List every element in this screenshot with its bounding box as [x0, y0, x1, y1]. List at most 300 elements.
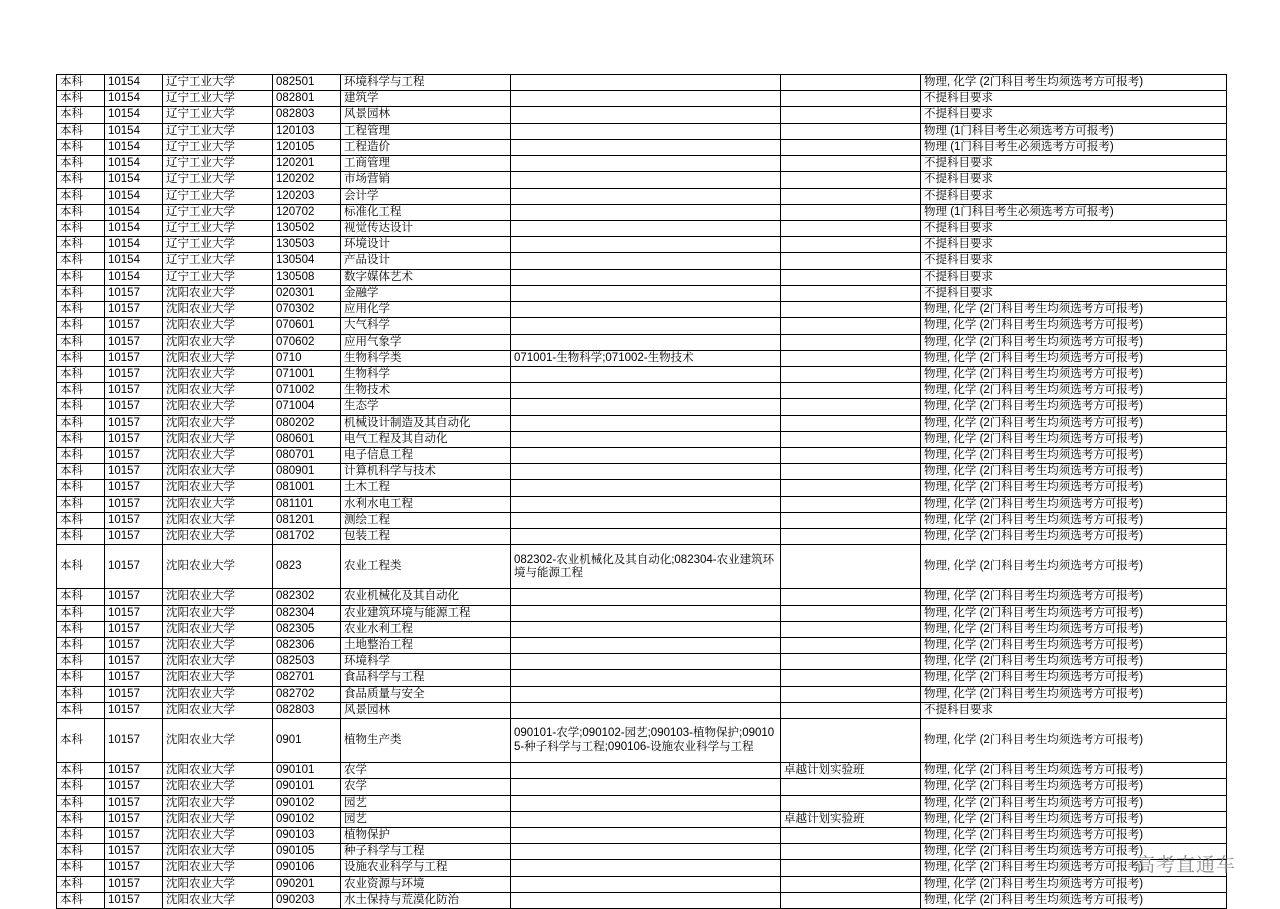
table-row: [57, 302, 1227, 318]
table-row: [57, 779, 1227, 795]
cell-major-code: 071004: [273, 399, 341, 415]
cell-note: [781, 269, 921, 285]
cell-school-code: 10157: [105, 779, 163, 795]
cell-subject-requirement: 不提科目要求: [921, 91, 1227, 107]
cell-major-detail: [511, 366, 781, 382]
cell-major-code: 082801: [273, 91, 341, 107]
cell-note: [781, 237, 921, 253]
cell-school-name: 沈阳农业大学: [163, 686, 273, 702]
cell-major-code: 081702: [273, 529, 341, 545]
cell-note: [781, 480, 921, 496]
cell-major-code: 120105: [273, 139, 341, 155]
cell-level: 本科: [57, 269, 105, 285]
cell-school-code: 10157: [105, 719, 163, 763]
cell-note: [781, 496, 921, 512]
cell-school-code: 10154: [105, 172, 163, 188]
cell-level: 本科: [57, 702, 105, 718]
cell-major-name: 农业资源与环境: [341, 876, 511, 892]
cell-major-name: 植物保护: [341, 827, 511, 843]
cell-subject-requirement: 不提科目要求: [921, 172, 1227, 188]
cell-subject-requirement: 物理, 化学 (2门科目考生均须选考方可报考): [921, 844, 1227, 860]
cell-school-name: 辽宁工业大学: [163, 75, 273, 91]
cell-major-detail: [511, 415, 781, 431]
cell-subject-requirement: 物理, 化学 (2门科目考生均须选考方可报考): [921, 686, 1227, 702]
cell-major-detail: [511, 302, 781, 318]
cell-level: 本科: [57, 605, 105, 621]
cell-note: 卓越计划实验班: [781, 811, 921, 827]
cell-major-detail: [511, 795, 781, 811]
table-row: [57, 512, 1227, 528]
cell-level: 本科: [57, 318, 105, 334]
cell-school-code: 10157: [105, 670, 163, 686]
cell-major-name: 大气科学: [341, 318, 511, 334]
cell-major-name: 土地整治工程: [341, 638, 511, 654]
cell-school-name: 沈阳农业大学: [163, 480, 273, 496]
cell-subject-requirement: 物理, 化学 (2门科目考生均须选考方可报考): [921, 480, 1227, 496]
cell-school-name: 沈阳农业大学: [163, 415, 273, 431]
cell-school-name: 沈阳农业大学: [163, 464, 273, 480]
cell-subject-requirement: 物理, 化学 (2门科目考生均须选考方可报考): [921, 545, 1227, 589]
cell-level: 本科: [57, 860, 105, 876]
cell-major-name: 种子科学与工程: [341, 844, 511, 860]
cell-level: 本科: [57, 496, 105, 512]
cell-subject-requirement: 物理, 化学 (2门科目考生均须选考方可报考): [921, 448, 1227, 464]
cell-school-name: 辽宁工业大学: [163, 237, 273, 253]
cell-subject-requirement: 物理, 化学 (2门科目考生均须选考方可报考): [921, 415, 1227, 431]
cell-major-name: 电子信息工程: [341, 448, 511, 464]
cell-major-code: 130502: [273, 220, 341, 236]
cell-note: [781, 860, 921, 876]
cell-major-code: 071001: [273, 366, 341, 382]
table-row: [57, 638, 1227, 654]
cell-note: [781, 172, 921, 188]
cell-school-code: 10157: [105, 399, 163, 415]
cell-school-code: 10154: [105, 156, 163, 172]
table-row: [57, 269, 1227, 285]
cell-subject-requirement: 物理, 化学 (2门科目考生均须选考方可报考): [921, 318, 1227, 334]
cell-note: [781, 719, 921, 763]
table-row: [57, 123, 1227, 139]
cell-school-name: 沈阳农业大学: [163, 285, 273, 301]
cell-school-code: 10157: [105, 545, 163, 589]
cell-major-name: 水土保持与荒漠化防治: [341, 892, 511, 908]
cell-major-code: 130503: [273, 237, 341, 253]
cell-subject-requirement: 物理, 化学 (2门科目考生均须选考方可报考): [921, 496, 1227, 512]
cell-level: 本科: [57, 334, 105, 350]
cell-subject-requirement: 不提科目要求: [921, 269, 1227, 285]
cell-major-code: 082702: [273, 686, 341, 702]
cell-subject-requirement: 物理, 化学 (2门科目考生均须选考方可报考): [921, 670, 1227, 686]
cell-note: [781, 529, 921, 545]
table-row: [57, 253, 1227, 269]
cell-note: [781, 670, 921, 686]
cell-major-name: 测绘工程: [341, 512, 511, 528]
cell-school-name: 沈阳农业大学: [163, 670, 273, 686]
cell-major-detail: [511, 512, 781, 528]
cell-major-detail: [511, 431, 781, 447]
cell-major-name: 会计学: [341, 188, 511, 204]
cell-major-detail: 071001-生物科学;071002-生物技术: [511, 350, 781, 366]
cell-school-name: 辽宁工业大学: [163, 123, 273, 139]
table-row: [57, 156, 1227, 172]
cell-school-name: 沈阳农业大学: [163, 795, 273, 811]
cell-subject-requirement: 物理, 化学 (2门科目考生均须选考方可报考): [921, 654, 1227, 670]
table-row: [57, 334, 1227, 350]
table-row: [57, 75, 1227, 91]
cell-level: 本科: [57, 529, 105, 545]
cell-major-code: 082503: [273, 654, 341, 670]
cell-major-code: 090101: [273, 779, 341, 795]
cell-major-detail: [511, 188, 781, 204]
cell-major-detail: [511, 253, 781, 269]
table-row: [57, 237, 1227, 253]
cell-level: 本科: [57, 589, 105, 605]
cell-school-name: 沈阳农业大学: [163, 302, 273, 318]
cell-level: 本科: [57, 545, 105, 589]
cell-school-code: 10157: [105, 860, 163, 876]
cell-note: [781, 334, 921, 350]
cell-major-code: 082305: [273, 621, 341, 637]
cell-note: [781, 366, 921, 382]
table-row: [57, 415, 1227, 431]
cell-major-name: 生物技术: [341, 383, 511, 399]
cell-major-name: 生物科学类: [341, 350, 511, 366]
cell-school-name: 沈阳农业大学: [163, 638, 273, 654]
cell-note: [781, 253, 921, 269]
cell-major-code: 080901: [273, 464, 341, 480]
cell-major-name: 环境科学: [341, 654, 511, 670]
cell-subject-requirement: 不提科目要求: [921, 107, 1227, 123]
cell-school-name: 沈阳农业大学: [163, 350, 273, 366]
cell-major-name: 包装工程: [341, 529, 511, 545]
cell-level: 本科: [57, 204, 105, 220]
cell-level: 本科: [57, 638, 105, 654]
cell-major-code: 082701: [273, 670, 341, 686]
cell-school-code: 10157: [105, 431, 163, 447]
cell-major-name: 水利水电工程: [341, 496, 511, 512]
cell-school-code: 10154: [105, 237, 163, 253]
cell-note: [781, 448, 921, 464]
cell-major-detail: [511, 123, 781, 139]
cell-note: [781, 779, 921, 795]
cell-major-name: 工商管理: [341, 156, 511, 172]
table-row: [57, 399, 1227, 415]
cell-major-name: 农学: [341, 779, 511, 795]
cell-major-code: 090103: [273, 827, 341, 843]
cell-school-code: 10154: [105, 75, 163, 91]
cell-level: 本科: [57, 399, 105, 415]
cell-level: 本科: [57, 285, 105, 301]
cell-school-name: 沈阳农业大学: [163, 844, 273, 860]
table-row: [57, 464, 1227, 480]
cell-level: 本科: [57, 448, 105, 464]
cell-subject-requirement: 物理, 化学 (2门科目考生均须选考方可报考): [921, 811, 1227, 827]
cell-subject-requirement: 物理 (1门科目考生必须选考方可报考): [921, 139, 1227, 155]
cell-major-detail: [511, 448, 781, 464]
cell-school-name: 沈阳农业大学: [163, 654, 273, 670]
cell-level: 本科: [57, 779, 105, 795]
table-row: [57, 107, 1227, 123]
cell-major-name: 农业机械化及其自动化: [341, 589, 511, 605]
cell-school-name: 沈阳农业大学: [163, 811, 273, 827]
cell-school-name: 沈阳农业大学: [163, 719, 273, 763]
cell-note: [781, 139, 921, 155]
cell-level: 本科: [57, 431, 105, 447]
cell-major-code: 0710: [273, 350, 341, 366]
cell-level: 本科: [57, 719, 105, 763]
cell-major-detail: 082302-农业机械化及其自动化;082304-农业建筑环境与能源工程: [511, 545, 781, 589]
cell-school-name: 沈阳农业大学: [163, 512, 273, 528]
table-row: [57, 496, 1227, 512]
cell-school-code: 10157: [105, 589, 163, 605]
cell-school-name: 辽宁工业大学: [163, 107, 273, 123]
cell-subject-requirement: 物理, 化学 (2门科目考生均须选考方可报考): [921, 589, 1227, 605]
cell-level: 本科: [57, 512, 105, 528]
cell-school-code: 10154: [105, 269, 163, 285]
cell-major-code: 070601: [273, 318, 341, 334]
cell-level: 本科: [57, 107, 105, 123]
cell-major-detail: [511, 763, 781, 779]
cell-school-code: 10154: [105, 220, 163, 236]
cell-level: 本科: [57, 253, 105, 269]
cell-major-code: 130504: [273, 253, 341, 269]
cell-note: [781, 204, 921, 220]
cell-major-detail: [511, 860, 781, 876]
cell-major-code: 120201: [273, 156, 341, 172]
cell-major-code: 080701: [273, 448, 341, 464]
cell-major-detail: 090101-农学;090102-园艺;090103-植物保护;090105-种子科学与工程;090106-设施农业科学与工程: [511, 719, 781, 763]
cell-major-name: 计算机科学与技术: [341, 464, 511, 480]
cell-subject-requirement: 物理, 化学 (2门科目考生均须选考方可报考): [921, 383, 1227, 399]
cell-note: [781, 350, 921, 366]
cell-major-code: 020301: [273, 285, 341, 301]
cell-subject-requirement: 物理, 化学 (2门科目考生均须选考方可报考): [921, 605, 1227, 621]
cell-school-name: 沈阳农业大学: [163, 827, 273, 843]
cell-major-detail: [511, 529, 781, 545]
cell-subject-requirement: 物理, 化学 (2门科目考生均须选考方可报考): [921, 350, 1227, 366]
cell-major-code: 081201: [273, 512, 341, 528]
cell-level: 本科: [57, 892, 105, 908]
cell-school-code: 10157: [105, 654, 163, 670]
cell-major-detail: [511, 383, 781, 399]
cell-major-detail: [511, 285, 781, 301]
cell-note: [781, 464, 921, 480]
table-row: [57, 892, 1227, 908]
cell-note: 卓越计划实验班: [781, 763, 921, 779]
cell-major-name: 设施农业科学与工程: [341, 860, 511, 876]
cell-major-code: 120202: [273, 172, 341, 188]
cell-school-code: 10154: [105, 91, 163, 107]
cell-school-name: 辽宁工业大学: [163, 269, 273, 285]
table-row: [57, 529, 1227, 545]
cell-major-name: 农业建筑环境与能源工程: [341, 605, 511, 621]
cell-subject-requirement: 物理, 化学 (2门科目考生均须选考方可报考): [921, 719, 1227, 763]
cell-major-detail: [511, 204, 781, 220]
cell-major-detail: [511, 237, 781, 253]
table-row: [57, 172, 1227, 188]
cell-school-code: 10157: [105, 844, 163, 860]
table-row: [57, 383, 1227, 399]
cell-major-name: 土木工程: [341, 480, 511, 496]
cell-subject-requirement: 物理, 化学 (2门科目考生均须选考方可报考): [921, 464, 1227, 480]
cell-level: 本科: [57, 876, 105, 892]
cell-school-code: 10157: [105, 702, 163, 718]
cell-major-detail: [511, 779, 781, 795]
cell-school-code: 10157: [105, 827, 163, 843]
cell-note: [781, 844, 921, 860]
table-row: [57, 876, 1227, 892]
cell-level: 本科: [57, 350, 105, 366]
cell-school-code: 10157: [105, 383, 163, 399]
cell-note: [781, 702, 921, 718]
cell-school-name: 辽宁工业大学: [163, 188, 273, 204]
cell-major-detail: [511, 399, 781, 415]
cell-school-code: 10157: [105, 638, 163, 654]
cell-subject-requirement: 不提科目要求: [921, 253, 1227, 269]
cell-note: [781, 318, 921, 334]
cell-level: 本科: [57, 75, 105, 91]
cell-major-code: 090203: [273, 892, 341, 908]
cell-major-name: 工程管理: [341, 123, 511, 139]
table-row: [57, 686, 1227, 702]
cell-subject-requirement: 物理, 化学 (2门科目考生均须选考方可报考): [921, 621, 1227, 637]
cell-subject-requirement: 物理, 化学 (2门科目考生均须选考方可报考): [921, 795, 1227, 811]
cell-major-name: 食品科学与工程: [341, 670, 511, 686]
cell-major-code: 090102: [273, 811, 341, 827]
cell-school-code: 10157: [105, 529, 163, 545]
cell-major-code: 080202: [273, 415, 341, 431]
cell-school-code: 10157: [105, 496, 163, 512]
table-row: [57, 621, 1227, 637]
cell-major-name: 电气工程及其自动化: [341, 431, 511, 447]
cell-level: 本科: [57, 237, 105, 253]
cell-note: [781, 621, 921, 637]
table-row: [57, 827, 1227, 843]
table-row: [57, 811, 1227, 827]
cell-subject-requirement: 物理, 化学 (2门科目考生均须选考方可报考): [921, 75, 1227, 91]
cell-level: 本科: [57, 139, 105, 155]
cell-school-code: 10157: [105, 795, 163, 811]
cell-subject-requirement: 不提科目要求: [921, 188, 1227, 204]
cell-major-name: 机械设计制造及其自动化: [341, 415, 511, 431]
cell-major-detail: [511, 621, 781, 637]
cell-level: 本科: [57, 366, 105, 382]
cell-school-code: 10157: [105, 350, 163, 366]
cell-major-detail: [511, 589, 781, 605]
cell-note: [781, 876, 921, 892]
cell-level: 本科: [57, 172, 105, 188]
cell-school-name: 沈阳农业大学: [163, 448, 273, 464]
cell-note: [781, 654, 921, 670]
table-body: [57, 75, 1227, 909]
cell-subject-requirement: 物理 (1门科目考生必须选考方可报考): [921, 204, 1227, 220]
cell-major-code: 090105: [273, 844, 341, 860]
cell-major-name: 生物科学: [341, 366, 511, 382]
cell-school-name: 沈阳农业大学: [163, 892, 273, 908]
cell-school-name: 辽宁工业大学: [163, 139, 273, 155]
cell-major-name: 农学: [341, 763, 511, 779]
cell-major-name: 建筑学: [341, 91, 511, 107]
cell-major-name: 应用气象学: [341, 334, 511, 350]
table-row: [57, 188, 1227, 204]
table-row: [57, 366, 1227, 382]
cell-major-name: 园艺: [341, 795, 511, 811]
cell-school-code: 10157: [105, 464, 163, 480]
cell-school-name: 沈阳农业大学: [163, 529, 273, 545]
cell-major-name: 食品质量与安全: [341, 686, 511, 702]
cell-major-code: 120203: [273, 188, 341, 204]
table-row: [57, 763, 1227, 779]
cell-major-detail: [511, 172, 781, 188]
cell-subject-requirement: 不提科目要求: [921, 702, 1227, 718]
cell-major-detail: [511, 107, 781, 123]
cell-major-name: 农业工程类: [341, 545, 511, 589]
cell-subject-requirement: 物理, 化学 (2门科目考生均须选考方可报考): [921, 892, 1227, 908]
cell-major-code: 0901: [273, 719, 341, 763]
table-row: [57, 285, 1227, 301]
table-row: [57, 204, 1227, 220]
cell-major-detail: [511, 827, 781, 843]
table-row: [57, 220, 1227, 236]
cell-major-name: 数字媒体艺术: [341, 269, 511, 285]
cell-subject-requirement: 物理, 化学 (2门科目考生均须选考方可报考): [921, 860, 1227, 876]
cell-school-name: 沈阳农业大学: [163, 589, 273, 605]
table-row: [57, 350, 1227, 366]
cell-school-code: 10157: [105, 876, 163, 892]
cell-major-code: 082803: [273, 702, 341, 718]
cell-school-code: 10157: [105, 366, 163, 382]
cell-subject-requirement: 物理, 化学 (2门科目考生均须选考方可报考): [921, 512, 1227, 528]
cell-level: 本科: [57, 156, 105, 172]
cell-school-code: 10157: [105, 334, 163, 350]
cell-school-name: 沈阳农业大学: [163, 779, 273, 795]
cell-subject-requirement: 物理, 化学 (2门科目考生均须选考方可报考): [921, 399, 1227, 415]
cell-subject-requirement: 物理, 化学 (2门科目考生均须选考方可报考): [921, 302, 1227, 318]
cell-school-name: 沈阳农业大学: [163, 366, 273, 382]
cell-school-code: 10157: [105, 686, 163, 702]
cell-level: 本科: [57, 220, 105, 236]
cell-major-detail: [511, 844, 781, 860]
cell-major-detail: [511, 811, 781, 827]
cell-major-detail: [511, 156, 781, 172]
table-row: [57, 795, 1227, 811]
cell-school-name: 沈阳农业大学: [163, 605, 273, 621]
table-row: [57, 860, 1227, 876]
major-enrollment-table: [56, 74, 1227, 909]
cell-school-code: 10157: [105, 811, 163, 827]
cell-school-code: 10157: [105, 302, 163, 318]
cell-school-code: 10154: [105, 188, 163, 204]
cell-school-code: 10157: [105, 480, 163, 496]
table-row: [57, 448, 1227, 464]
cell-level: 本科: [57, 763, 105, 779]
cell-note: [781, 431, 921, 447]
cell-note: [781, 302, 921, 318]
cell-major-name: 风景园林: [341, 107, 511, 123]
cell-school-code: 10157: [105, 605, 163, 621]
cell-school-name: 沈阳农业大学: [163, 431, 273, 447]
cell-school-code: 10157: [105, 892, 163, 908]
cell-major-code: 090106: [273, 860, 341, 876]
cell-school-name: 辽宁工业大学: [163, 172, 273, 188]
table-row: [57, 318, 1227, 334]
watermark: 高考直通车: [1135, 855, 1236, 876]
cell-major-code: 082803: [273, 107, 341, 123]
cell-school-name: 辽宁工业大学: [163, 91, 273, 107]
cell-major-name: 标准化工程: [341, 204, 511, 220]
cell-major-code: 071002: [273, 383, 341, 399]
cell-major-name: 植物生产类: [341, 719, 511, 763]
